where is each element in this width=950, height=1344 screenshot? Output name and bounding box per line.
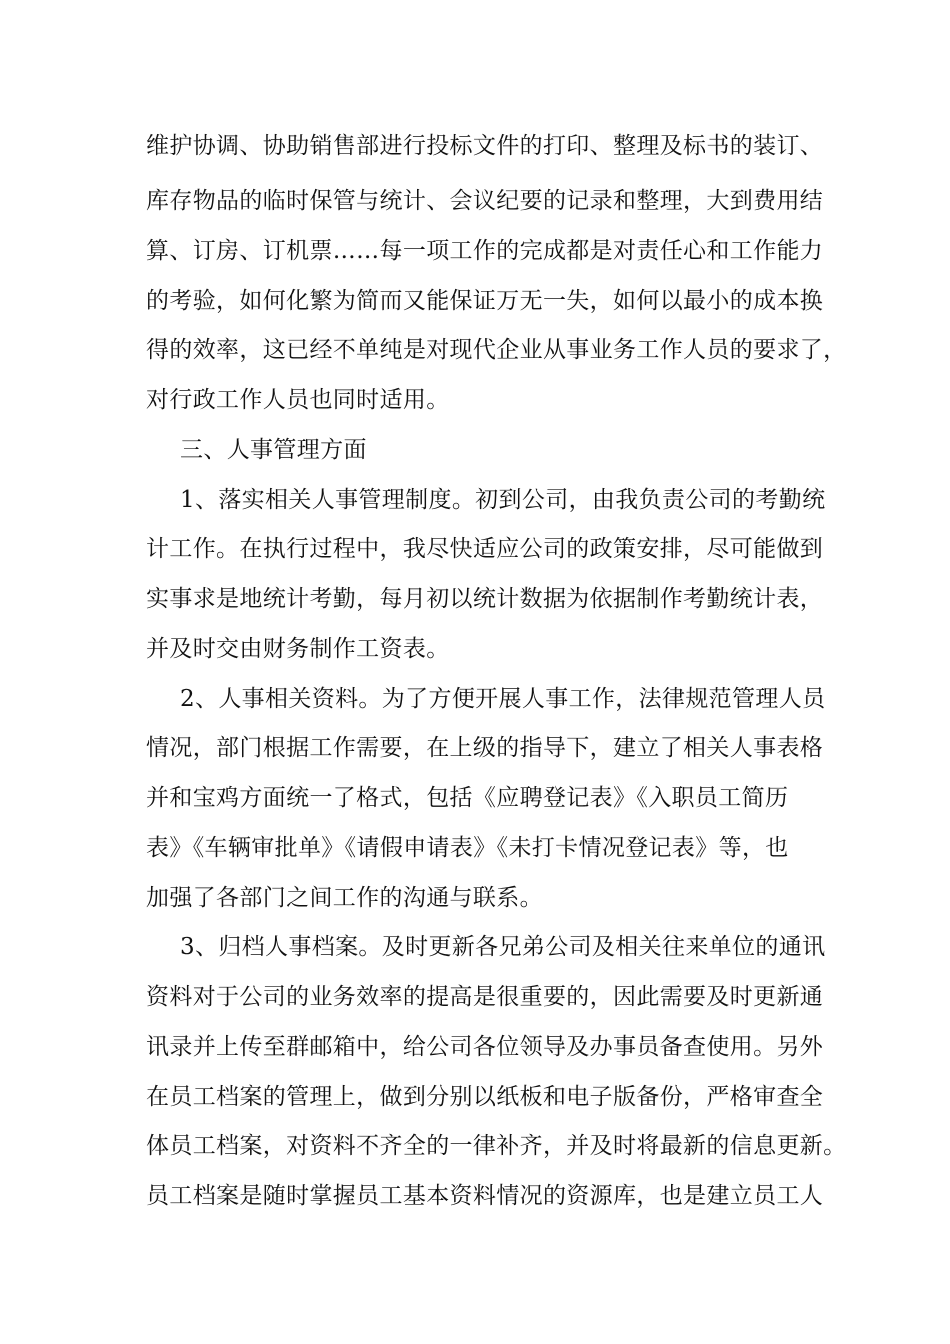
text-line: 库存物品的临时保管与统计、会议纪要的记录和整理，大到费用结 — [146, 188, 824, 214]
text-line: 算、订房、订机票……每一项工作的完成都是对责任心和工作能力 — [146, 238, 824, 264]
text-line: 计工作。在执行过程中，我尽快适应公司的政策安排，尽可能做到 — [146, 536, 824, 562]
text-line: 得的效率，这已经不单纯是对现代企业从事业务工作人员的要求了， — [146, 337, 847, 363]
text-line: 2、人事相关资料。为了方便开展人事工作，法律规范管理人员 — [180, 686, 826, 712]
text-line: 并和宝鸡方面统一了格式，包括《应聘登记表》《入职员工简历 — [146, 785, 789, 811]
text-line: 讯录并上传至群邮箱中，给公司各位领导及办事员备查使用。另外 — [146, 1034, 824, 1060]
text-line: 在员工档案的管理上，做到分别以纸板和电子版备份，严格审查全 — [146, 1084, 824, 1110]
text-line: 并及时交由财务制作工资表。 — [146, 636, 450, 662]
text-line: 资料对于公司的业务效率的提高是很重要的，因此需要及时更新通 — [146, 984, 824, 1010]
text-line: 员工档案是随时掌握员工基本资料情况的资源库，也是建立员工人 — [146, 1183, 824, 1209]
section-heading: 三、人事管理方面 — [180, 437, 367, 463]
text-line: 维护协调、协助销售部进行投标文件的打印、整理及标书的装订、 — [146, 133, 824, 159]
text-line: 体员工档案，对资料不齐全的一律补齐，并及时将最新的信息更新。 — [146, 1133, 847, 1159]
text-line: 1、落实相关人事管理制度。初到公司，由我负责公司的考勤统 — [180, 487, 826, 513]
text-line: 加强了各部门之间工作的沟通与联系。 — [146, 885, 543, 911]
text-line: 实事求是地统计考勤，每月初以统计数据为依据制作考勤统计表， — [146, 586, 824, 612]
text-line: 的考验，如何化繁为简而又能保证万无一失，如何以最小的成本换 — [146, 288, 824, 314]
text-line: 表》《车辆审批单》《请假申请表》《未打卡情况登记表》等，也 — [146, 835, 789, 861]
text-line: 3、归档人事档案。及时更新各兄弟公司及相关往来单位的通讯 — [180, 934, 826, 960]
text-line: 对行政工作人员也同时适用。 — [146, 387, 450, 413]
text-line: 情况，部门根据工作需要，在上级的指导下，建立了相关人事表格 — [146, 735, 824, 761]
